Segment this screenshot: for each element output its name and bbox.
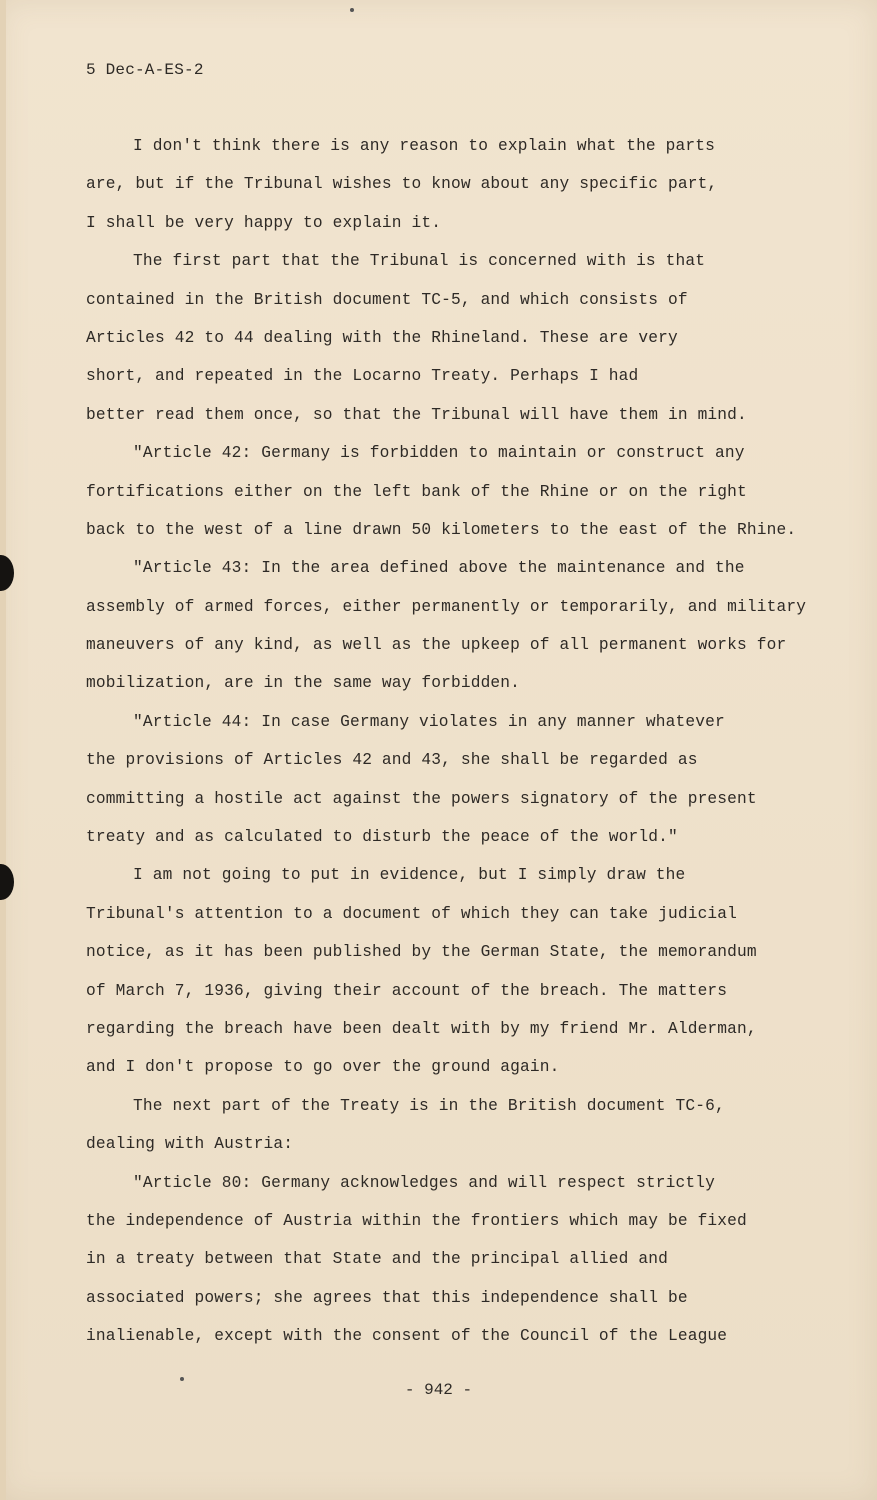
text-line: I don't think there is any reason to explain what the parts xyxy=(133,137,715,155)
text-line: maneuvers of any kind, as well as the upkeep of all permanent works for xyxy=(86,636,787,655)
text-line: The next part of the Treaty is in the British document TC-6, xyxy=(133,1096,725,1115)
text-line: "Article 43: In the area defined above the maintenance and the xyxy=(133,559,745,578)
text-line: better read them once, so that the Tribunal will have them in mind. xyxy=(86,405,747,424)
text-line: inalienable, except with the consent of the Council of the League xyxy=(86,1327,728,1346)
text-line: dealing with Austria: xyxy=(86,1135,294,1154)
punch-hole-top xyxy=(0,555,14,591)
text-line: committing a hostile act against the powers signatory of the present xyxy=(86,789,757,808)
text-line: I am not going to put in evidence, but I simply draw the xyxy=(133,866,686,885)
text-line: assembly of armed forces, either permanently or temporarily, and military xyxy=(86,597,807,616)
page-number: - 942 - xyxy=(404,1381,473,1399)
text-line: contained in the British document TC-5, and which consists of xyxy=(86,290,688,309)
text-line: associated powers; she agrees that this independence shall be xyxy=(86,1288,688,1307)
document-reference: 5 Dec-A-ES-2 xyxy=(86,61,204,79)
text-line: mobilization, are in the same way forbidden. xyxy=(86,674,521,693)
text-line: treaty and as calculated to disturb the peace of the world." xyxy=(86,828,678,847)
text-line: The first part that the Tribunal is concerned with is that xyxy=(133,252,706,271)
text-line: the independence of Austria within the frontiers which may be fixed xyxy=(86,1211,747,1230)
text-line: Tribunal's attention to a document of which they can take judicial xyxy=(86,904,738,923)
page-edge xyxy=(0,0,6,1500)
text-line: and I don't propose to go over the ground again. xyxy=(86,1058,560,1077)
text-line: "Article 42: Germany is forbidden to maintain or construct any xyxy=(133,444,745,463)
text-line: fortifications either on the left bank of the Rhine or on the right xyxy=(86,482,747,501)
text-line: regarding the breach have been dealt with by my friend Mr. Alderman, xyxy=(86,1019,757,1038)
text-line: short, and repeated in the Locarno Treaty. Perhaps I had xyxy=(86,367,639,386)
text-line: back to the west of a line drawn 50 kilometers to the east of the Rhine. xyxy=(86,520,797,539)
text-line: "Article 80: Germany acknowledges and will respect strictly xyxy=(133,1173,715,1192)
text-line: are, but if the Tribunal wishes to know about any specific part, xyxy=(86,175,718,194)
text-line: notice, as it has been published by the German State, the memorandum xyxy=(86,943,757,962)
document-body xyxy=(86,133,806,1362)
text-line: of March 7, 1936, giving their account of the breach. The matters xyxy=(86,981,728,1000)
text-line: the provisions of Articles 42 and 43, she shall be regarded as xyxy=(86,751,698,770)
text-line: "Article 44: In case Germany violates in any manner whatever xyxy=(133,712,725,731)
text-line: I shall be very happy to explain it. xyxy=(86,213,442,232)
ink-speck xyxy=(350,8,354,12)
punch-hole-bottom xyxy=(0,864,14,900)
text-line: in a treaty between that State and the principal allied and xyxy=(86,1250,668,1269)
text-line: Articles 42 to 44 dealing with the Rhineland. These are very xyxy=(86,328,678,347)
